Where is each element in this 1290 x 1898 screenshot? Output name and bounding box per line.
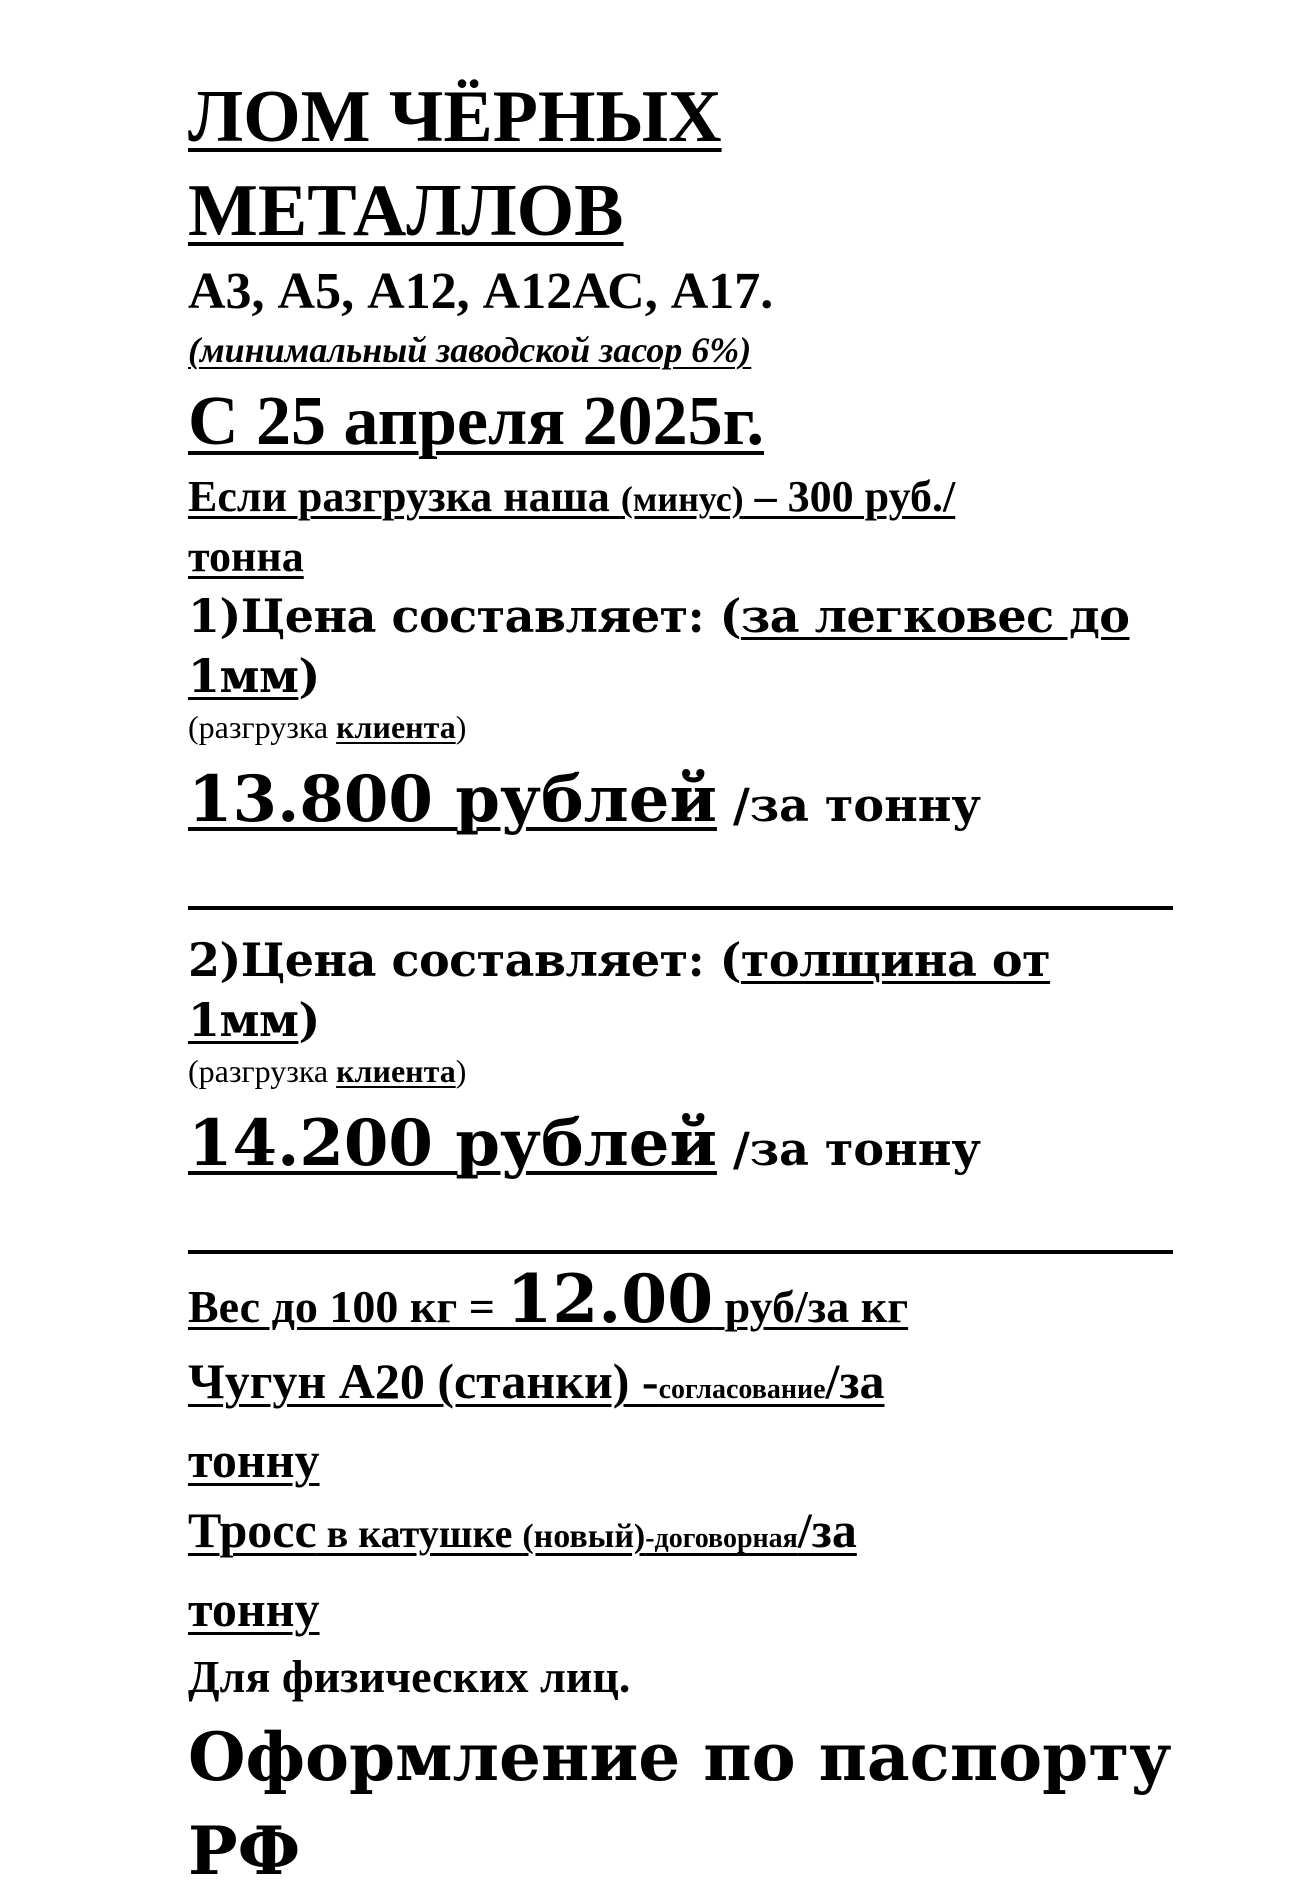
metal-grades: А3, А5, А12, А12АС, А17. — [188, 263, 774, 320]
cable-unit: тонну — [188, 1581, 320, 1637]
price-1-value-line — [188, 754, 1188, 862]
price-2-open-paren: ( — [719, 933, 741, 987]
price-1-note-client: клиента — [336, 709, 456, 745]
individuals-note: Для физических лиц. — [188, 1651, 631, 1702]
weight-value: 12.00 — [506, 1260, 714, 1338]
unloading-prefix: Если разгрузка наша — [188, 472, 621, 521]
cast-iron-unit: тонну — [188, 1432, 320, 1488]
unloading-unit: тонна — [188, 532, 304, 581]
price-2-per: /за тонну — [716, 1122, 981, 1176]
price-2-note — [188, 1050, 1188, 1092]
cable-per: /за — [797, 1502, 857, 1558]
price-2-close-paren: ) — [298, 993, 320, 1047]
passport-line-2: РФ — [188, 1812, 301, 1890]
unloading-suffix: – 300 руб./ — [743, 472, 956, 521]
price-2-label: 2)Цена составляет: — [188, 933, 720, 987]
price-1-label-line — [188, 586, 1188, 706]
price-2-label-line — [188, 930, 1188, 1050]
price-2-amount: 14.200 рублей — [188, 1106, 717, 1181]
cable-status: -договорная — [645, 1523, 798, 1554]
effective-date: С 25 апреля 2025г. — [188, 383, 764, 460]
price-1-open-paren: ( — [719, 589, 741, 643]
price-1-note-suffix: ) — [455, 709, 467, 745]
small-weight-price — [188, 1260, 1188, 1346]
price-1-label: 1)Цена составляет: — [188, 589, 720, 643]
min-clog-note: (минимальный заводской засор 6%) — [188, 330, 752, 370]
title-line-1: ЛОМ ЧЁРНЫХ — [188, 76, 722, 158]
price-2-note-suffix: ) — [455, 1053, 467, 1089]
weight-prefix: Вес до 100 кг = — [188, 1281, 507, 1332]
weight-suffix: руб/за кг — [713, 1281, 909, 1332]
price-1-condition: за легковес до 1мм — [188, 589, 1130, 703]
cable-line — [188, 1495, 1188, 1574]
cable-paren: (новый) — [522, 1518, 646, 1555]
price-1-note — [188, 706, 1188, 748]
price-1-amount: 13.800 рублей — [188, 762, 717, 837]
price-1-per: /за тонну — [716, 778, 981, 832]
unloading-minus: (минус) — [620, 479, 744, 519]
title-line-2: МЕТАЛЛОВ — [188, 170, 624, 252]
price-1-note-prefix: (разгрузка — [188, 709, 337, 745]
cast-iron-per: /за — [825, 1353, 885, 1409]
price-2-note-prefix: (разгрузка — [188, 1053, 337, 1089]
price-list-document — [188, 70, 1188, 1898]
price-2-condition: толщина от 1мм — [188, 933, 1051, 1047]
cable-mid: в катушке — [316, 1511, 523, 1556]
cast-iron-line — [188, 1346, 1188, 1425]
price-2-note-client: клиента — [336, 1053, 456, 1089]
cast-iron-name: Чугун А20 (станки) - — [188, 1353, 659, 1409]
price-1-close-paren: ) — [298, 649, 320, 703]
passport-line-1: Оформление по паспорту — [188, 1718, 1172, 1796]
cable-name: Тросс — [188, 1502, 317, 1558]
unloading-deduction — [188, 468, 1188, 528]
cast-iron-status: согласование — [658, 1374, 826, 1405]
price-2-value-line — [188, 1098, 1188, 1206]
